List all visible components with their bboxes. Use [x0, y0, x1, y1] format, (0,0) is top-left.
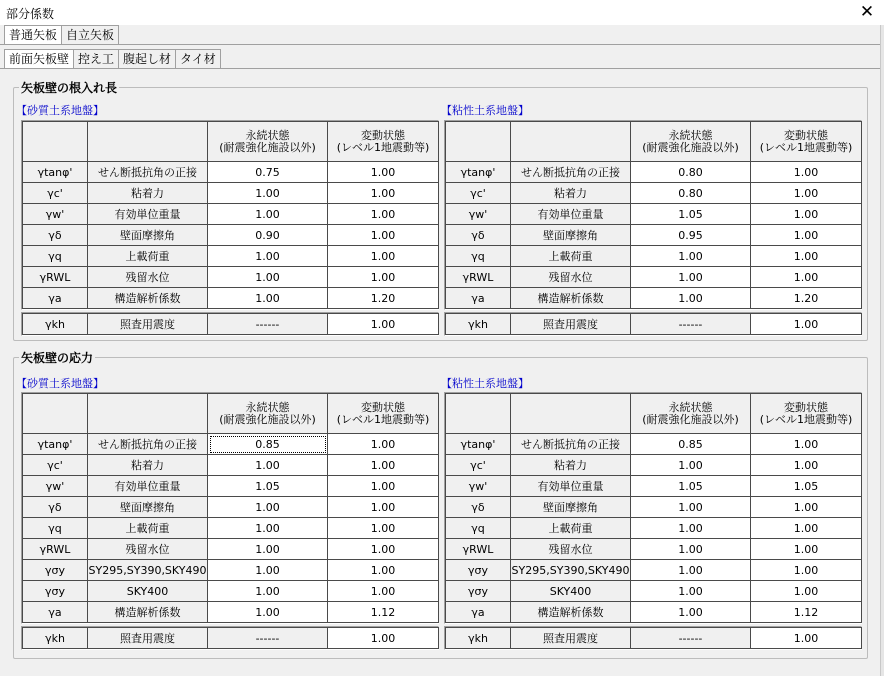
embedment-clay-kh: [444, 312, 862, 336]
kh-item-name: 照査用震度: [511, 628, 631, 649]
row-item-name: 構造解析係数: [511, 288, 631, 309]
row-item-name: 構造解析係数: [511, 602, 631, 623]
row-item-name: 構造解析係数: [88, 288, 208, 309]
variable-value-cell[interactable]: 1.00: [328, 518, 439, 539]
kh-variable-value[interactable]: 1.00: [328, 628, 439, 649]
variable-value-cell[interactable]: 1.00: [328, 225, 439, 246]
row-symbol: γw': [23, 476, 88, 497]
table-row: [446, 204, 862, 225]
variable-value-cell[interactable]: 1.00: [751, 204, 862, 225]
permanent-value-cell[interactable]: 0.85: [631, 434, 751, 455]
table-row: [23, 539, 439, 560]
table-row: [23, 581, 439, 602]
variable-value-cell[interactable]: 1.00: [751, 225, 862, 246]
variable-value-cell[interactable]: 1.12: [751, 602, 862, 623]
permanent-value-cell[interactable]: 0.90: [208, 225, 328, 246]
clay-ground-title-2: 【粘性土系地盤】: [441, 377, 529, 390]
header-item: [88, 394, 208, 434]
permanent-value-cell[interactable]: 1.00: [208, 602, 328, 623]
header-item: [511, 394, 631, 434]
row-item-name: 残留水位: [88, 539, 208, 560]
header-variable-sub: (レベル1地震動等): [336, 140, 430, 154]
header-permanent: [631, 394, 751, 434]
row-item-name: せん断抵抗角の正接: [88, 434, 208, 455]
permanent-value-cell[interactable]: 1.05: [631, 204, 751, 225]
row-item-name: せん断抵抗角の正接: [88, 162, 208, 183]
table-row: [446, 560, 862, 581]
permanent-value-cell[interactable]: 1.00: [208, 455, 328, 476]
embedment-clay-grid: [444, 120, 862, 310]
variable-value-cell[interactable]: 1.00: [751, 518, 862, 539]
header-item: [511, 122, 631, 162]
kh-item-name: 照査用震度: [88, 628, 208, 649]
row-symbol: γq: [446, 518, 511, 539]
variable-value-cell[interactable]: 1.00: [328, 267, 439, 288]
row-symbol: γc': [23, 183, 88, 204]
table-row: [23, 602, 439, 623]
permanent-value-cell[interactable]: 1.00: [208, 288, 328, 309]
coefficient-table: [445, 121, 862, 309]
kh-permanent-value: ------: [208, 314, 328, 335]
variable-value-cell[interactable]: 1.00: [328, 162, 439, 183]
stress-clay-grid: [444, 392, 862, 624]
header-permanent: [208, 122, 328, 162]
header-item: [88, 122, 208, 162]
row-item-name: 粘着力: [511, 183, 631, 204]
row-symbol: γtanφ': [23, 434, 88, 455]
header-permanent-label: 永続状態: [245, 400, 290, 414]
permanent-value-cell[interactable]: 1.00: [208, 267, 328, 288]
row-item-name: 壁面摩擦角: [88, 497, 208, 518]
window-title: 部分係数: [6, 7, 55, 21]
kh-row: [23, 314, 439, 335]
row-item-name: SY295,SY390,SKY490: [88, 560, 208, 581]
variable-value-cell[interactable]: 1.00: [751, 246, 862, 267]
variable-value-cell[interactable]: 1.00: [751, 267, 862, 288]
header-permanent: [631, 122, 751, 162]
row-item-name: 構造解析係数: [88, 602, 208, 623]
tab-front-wall[interactable]: 前面矢板壁: [4, 49, 74, 68]
variable-value-cell[interactable]: 1.12: [328, 602, 439, 623]
row-item-name: 上載荷重: [88, 246, 208, 267]
row-symbol: γw': [446, 476, 511, 497]
table-row: [23, 476, 439, 497]
stress-clay-kh: [444, 626, 862, 650]
row-item-name: 有効単位重量: [511, 476, 631, 497]
table-row: [23, 560, 439, 581]
table-row: [23, 434, 439, 455]
header-permanent: [208, 394, 328, 434]
row-item-name: せん断抵抗角の正接: [511, 162, 631, 183]
table-row: [446, 518, 862, 539]
row-symbol: γq: [446, 246, 511, 267]
variable-value-cell[interactable]: 1.00: [328, 183, 439, 204]
header-variable: [328, 394, 439, 434]
variable-value-cell[interactable]: 1.00: [328, 204, 439, 225]
table-row: [446, 434, 862, 455]
seismic-coefficient-table: [22, 627, 439, 649]
row-item-name: 壁面摩擦角: [511, 225, 631, 246]
header-permanent-label: 永続状態: [245, 128, 290, 142]
header-symbol: [446, 394, 511, 434]
kh-symbol: γkh: [23, 314, 88, 335]
header-permanent-label: 永続状態: [668, 400, 713, 414]
permanent-value-cell[interactable]: 1.00: [631, 560, 751, 581]
row-item-name: 上載荷重: [511, 518, 631, 539]
table-row: [446, 225, 862, 246]
row-symbol: γtanφ': [446, 434, 511, 455]
permanent-value-cell[interactable]: 1.00: [208, 204, 328, 225]
table-row: [23, 518, 439, 539]
row-item-name: 粘着力: [511, 455, 631, 476]
permanent-value-cell[interactable]: 1.00: [208, 183, 328, 204]
row-symbol: γc': [23, 455, 88, 476]
kh-variable-value[interactable]: 1.00: [751, 314, 862, 335]
variable-value-cell[interactable]: 1.00: [751, 434, 862, 455]
table-row: [23, 246, 439, 267]
header-permanent-label: 永続状態: [668, 128, 713, 142]
row-symbol: γσy: [446, 581, 511, 602]
embedment-sand-grid: [21, 120, 439, 310]
variable-value-cell[interactable]: 1.20: [328, 288, 439, 309]
permanent-value-cell[interactable]: 0.80: [631, 162, 751, 183]
header-symbol: [23, 394, 88, 434]
row-item-name: 上載荷重: [88, 518, 208, 539]
permanent-value-cell[interactable]: 1.00: [631, 455, 751, 476]
row-item-name: せん断抵抗角の正接: [511, 434, 631, 455]
row-symbol: γδ: [446, 497, 511, 518]
permanent-value-cell[interactable]: 1.00: [631, 518, 751, 539]
header-symbol: [446, 122, 511, 162]
table-row: [23, 267, 439, 288]
inner-tab-divider: [0, 68, 880, 69]
kh-symbol: γkh: [23, 628, 88, 649]
header-variable-label: 変動状態: [784, 400, 828, 414]
seismic-coefficient-table: [445, 313, 862, 335]
permanent-value-cell[interactable]: 1.00: [631, 539, 751, 560]
stress-sand-kh: [21, 626, 439, 650]
permanent-value-cell[interactable]: 1.05: [631, 476, 751, 497]
coefficient-table: [22, 121, 439, 309]
row-symbol: γRWL: [23, 539, 88, 560]
table-row: [446, 183, 862, 204]
permanent-value-cell[interactable]: 1.00: [631, 288, 751, 309]
table-row: [446, 602, 862, 623]
row-item-name: SKY400: [511, 581, 631, 602]
permanent-value-cell[interactable]: 1.00: [208, 560, 328, 581]
sand-ground-title: 【砂質土系地盤】: [16, 104, 104, 117]
table-row: [23, 183, 439, 204]
row-item-name: 有効単位重量: [511, 204, 631, 225]
tab-anchorage[interactable]: 控え工: [73, 49, 119, 68]
row-symbol: γtanφ': [23, 162, 88, 183]
permanent-value-cell[interactable]: 0.95: [631, 225, 751, 246]
header-symbol: [23, 122, 88, 162]
row-item-name: 残留水位: [88, 267, 208, 288]
table-row: [446, 581, 862, 602]
seismic-coefficient-table: [445, 627, 862, 649]
header-variable: [751, 394, 862, 434]
window-edge: [880, 25, 884, 676]
variable-value-cell[interactable]: 1.00: [751, 162, 862, 183]
embedment-length-legend: 矢板壁の根入れ長: [21, 81, 118, 95]
variable-value-cell[interactable]: 1.00: [751, 560, 862, 581]
header-variable-label: 変動状態: [784, 128, 828, 142]
title-bar: [0, 0, 884, 25]
header-variable-sub: (レベル1地震動等): [336, 412, 430, 426]
variable-value-cell[interactable]: 1.00: [751, 455, 862, 476]
permanent-value-cell[interactable]: 1.00: [208, 581, 328, 602]
kh-symbol: γkh: [446, 314, 511, 335]
header-permanent-sub: (耐震強化施設以外): [219, 140, 316, 154]
table-row: [446, 497, 862, 518]
table-row: [446, 476, 862, 497]
row-symbol: γc': [446, 455, 511, 476]
table-row: [446, 267, 862, 288]
kh-permanent-value: ------: [631, 314, 751, 335]
variable-value-cell[interactable]: 1.00: [328, 476, 439, 497]
embedment-sand-kh: [21, 312, 439, 336]
row-item-name: 壁面摩擦角: [88, 225, 208, 246]
row-item-name: SKY400: [88, 581, 208, 602]
row-item-name: 有効単位重量: [88, 204, 208, 225]
permanent-value-cell[interactable]: 0.85: [208, 434, 328, 455]
close-icon[interactable]: ✕: [859, 2, 875, 22]
table-row: [23, 225, 439, 246]
row-symbol: γδ: [23, 225, 88, 246]
row-item-name: 有効単位重量: [88, 476, 208, 497]
row-symbol: γσy: [446, 560, 511, 581]
variable-value-cell[interactable]: 1.00: [751, 581, 862, 602]
table-row: [446, 539, 862, 560]
row-symbol: γa: [23, 288, 88, 309]
row-symbol: γq: [23, 246, 88, 267]
variable-value-cell[interactable]: 1.00: [328, 455, 439, 476]
permanent-value-cell[interactable]: 1.00: [631, 497, 751, 518]
permanent-value-cell[interactable]: 0.75: [208, 162, 328, 183]
table-row: [446, 246, 862, 267]
permanent-value-cell[interactable]: 1.00: [631, 581, 751, 602]
header-permanent-sub: (耐震強化施設以外): [219, 412, 316, 426]
variable-value-cell[interactable]: 1.00: [328, 434, 439, 455]
kh-row: [23, 628, 439, 649]
variable-value-cell[interactable]: 1.00: [328, 539, 439, 560]
kh-symbol: γkh: [446, 628, 511, 649]
row-symbol: γRWL: [23, 267, 88, 288]
kh-item-name: 照査用震度: [511, 314, 631, 335]
variable-value-cell[interactable]: 1.00: [751, 183, 862, 204]
row-item-name: 残留水位: [511, 267, 631, 288]
variable-value-cell[interactable]: 1.00: [751, 539, 862, 560]
row-item-name: 粘着力: [88, 455, 208, 476]
row-symbol: γδ: [23, 497, 88, 518]
kh-permanent-value: ------: [631, 628, 751, 649]
row-item-name: 粘着力: [88, 183, 208, 204]
table-row: [23, 204, 439, 225]
row-symbol: γw': [23, 204, 88, 225]
permanent-value-cell[interactable]: 1.00: [208, 497, 328, 518]
permanent-value-cell[interactable]: 1.00: [208, 539, 328, 560]
variable-value-cell[interactable]: 1.00: [751, 497, 862, 518]
row-symbol: γq: [23, 518, 88, 539]
header-permanent-sub: (耐震強化施設以外): [642, 140, 739, 154]
table-row: [446, 288, 862, 309]
kh-variable-value[interactable]: 1.00: [328, 314, 439, 335]
header-variable-sub: (レベル1地震動等): [759, 412, 853, 426]
coefficient-table: [22, 393, 439, 623]
variable-value-cell[interactable]: 1.00: [328, 560, 439, 581]
clay-ground-title: 【粘性土系地盤】: [441, 104, 529, 117]
permanent-value-cell[interactable]: 1.00: [208, 518, 328, 539]
stress-legend: 矢板壁の応力: [21, 351, 94, 365]
kh-variable-value[interactable]: 1.00: [751, 628, 862, 649]
row-symbol: γw': [446, 204, 511, 225]
tab-self-standing-sheet-pile[interactable]: 自立矢板: [61, 25, 119, 44]
row-symbol: γRWL: [446, 267, 511, 288]
kh-row: [446, 314, 862, 335]
permanent-value-cell[interactable]: 0.80: [631, 183, 751, 204]
variable-value-cell[interactable]: 1.00: [328, 581, 439, 602]
outer-tab-divider: [0, 44, 880, 45]
row-symbol: γa: [23, 602, 88, 623]
variable-value-cell[interactable]: 1.20: [751, 288, 862, 309]
kh-permanent-value: ------: [208, 628, 328, 649]
row-symbol: γa: [446, 602, 511, 623]
header-variable-label: 変動状態: [361, 400, 405, 414]
row-symbol: γa: [446, 288, 511, 309]
table-row: [23, 497, 439, 518]
permanent-value-cell[interactable]: 1.00: [631, 602, 751, 623]
permanent-value-cell[interactable]: 1.00: [208, 246, 328, 267]
header-variable: [751, 122, 862, 162]
stress-sand-grid: [21, 392, 439, 624]
row-item-name: 残留水位: [511, 539, 631, 560]
row-symbol: γσy: [23, 560, 88, 581]
header-variable-sub: (レベル1地震動等): [759, 140, 853, 154]
tab-standard-sheet-pile[interactable]: 普通矢板: [4, 25, 62, 44]
coefficient-table: [445, 393, 862, 623]
row-item-name: 壁面摩擦角: [511, 497, 631, 518]
variable-value-cell[interactable]: 1.05: [751, 476, 862, 497]
kh-row: [446, 628, 862, 649]
table-row: [446, 455, 862, 476]
seismic-coefficient-table: [22, 313, 439, 335]
sand-ground-title-2: 【砂質土系地盤】: [16, 377, 104, 390]
permanent-value-cell[interactable]: 1.00: [631, 267, 751, 288]
variable-value-cell[interactable]: 1.00: [328, 497, 439, 518]
header-permanent-sub: (耐震強化施設以外): [642, 412, 739, 426]
kh-item-name: 照査用震度: [88, 314, 208, 335]
row-symbol: γσy: [23, 581, 88, 602]
row-symbol: γRWL: [446, 539, 511, 560]
inner-tab-strip: [4, 49, 220, 68]
header-variable: [328, 122, 439, 162]
permanent-value-cell[interactable]: 1.00: [631, 246, 751, 267]
row-symbol: γc': [446, 183, 511, 204]
permanent-value-cell[interactable]: 1.05: [208, 476, 328, 497]
row-symbol: γδ: [446, 225, 511, 246]
row-symbol: γtanφ': [446, 162, 511, 183]
outer-tab-strip: [4, 25, 118, 44]
header-variable-label: 変動状態: [361, 128, 405, 142]
variable-value-cell[interactable]: 1.00: [328, 246, 439, 267]
table-row: [446, 162, 862, 183]
row-item-name: SY295,SY390,SKY490: [511, 560, 631, 581]
table-row: [23, 162, 439, 183]
table-row: [23, 288, 439, 309]
row-item-name: 上載荷重: [511, 246, 631, 267]
table-row: [23, 455, 439, 476]
tab-tie-rod[interactable]: タイ材: [175, 49, 221, 68]
tab-wale[interactable]: 腹起し材: [118, 49, 176, 68]
